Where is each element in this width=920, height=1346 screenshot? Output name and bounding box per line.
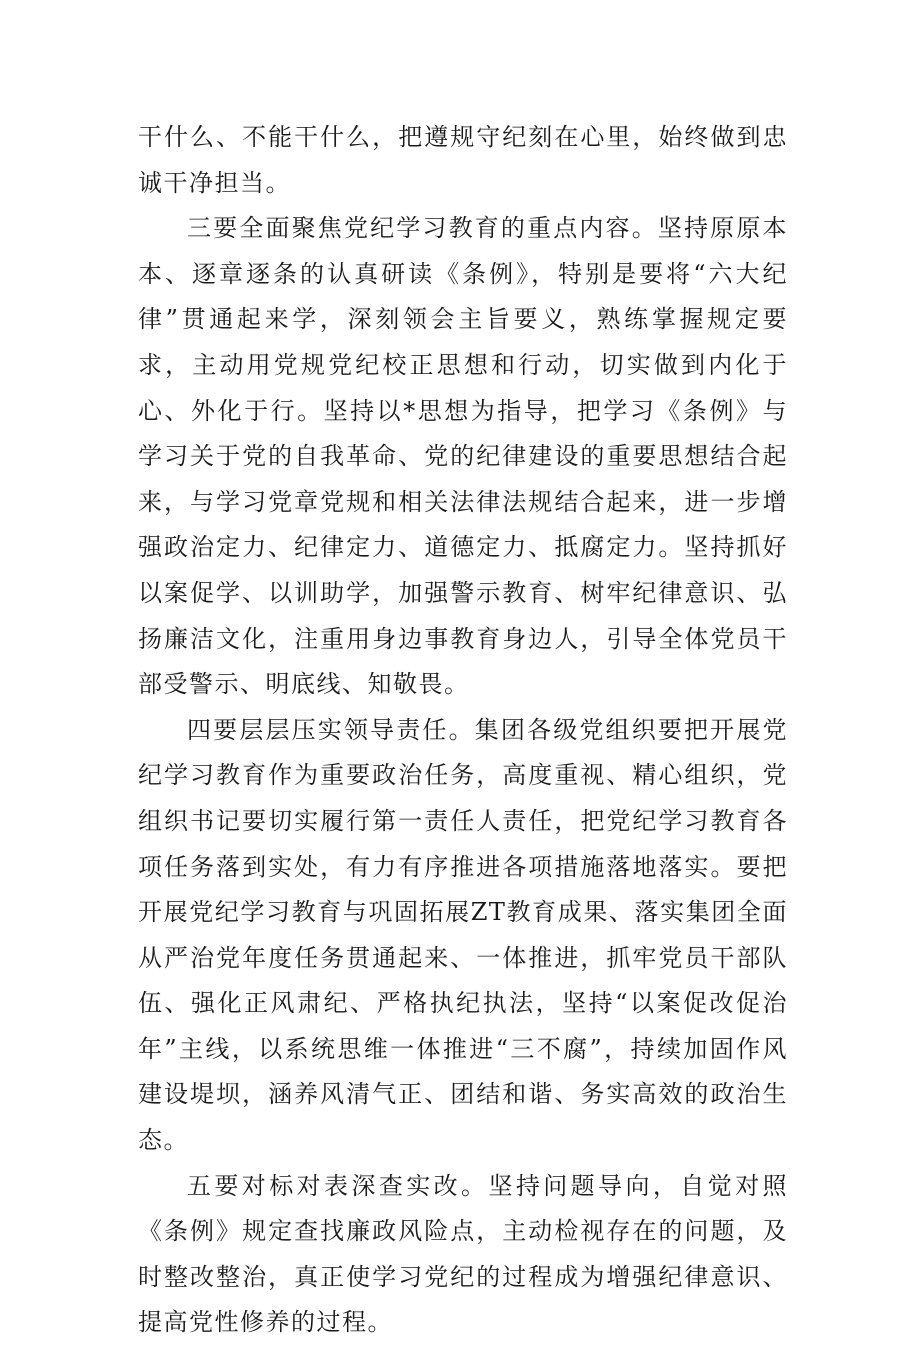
paragraph-continuation: 干什么、不能干什么，把遵规守纪刻在心里，始终做到忠诚干净担当。 — [138, 123, 788, 197]
paragraph-point-five: 五要对标对表深查实改。坚持问题导向，自觉对照《条例》规定查找廉政风险点，主动检视存在的问题，及时整改整治，真正使学习党纪的过程成为增强纪律意识、提高党性修养的过程。 — [138, 1171, 788, 1337]
paragraph-point-four: 四要层层压实领导责任。集团各级党组织要把开展党纪学习教育作为重要政治任务，高度重视、精心组织，党组织书记要切实履行第一责任人责任，把党纪学习教育各项任务落到实处，有力有序推进各项措施落地落实。要把开展党纪学习教育与巩固拓展ZT教育成果、落实集团全面从严治党年度任务贯通起来、一体推进，抓牢党员干部队伍、强化正风肃纪、严格执纪执法，坚持“以案促改促治年”主线，以系统思维一体推进“三不腐”，持续加固作风建设堤坝，涵养风清气正、团结和谐、务实高效的政治生态。 — [138, 715, 788, 1155]
document-body — [138, 115, 788, 1346]
paragraph-point-three: 三要全面聚焦党纪学习教育的重点内容。坚持原原本本、逐章逐条的认真研读《条例》，特别是要将“六大纪律”贯通起来学，深刻领会主旨要义，熟练掌握规定要求，主动用党规党纪校正思想和行动，切实做到内化于心、外化于行。坚持以*思想为指导，把学习《条例》与学习关于党的自我革命、党的纪律建设的重要思想结合起来，与学习党章党规和相关法律法规结合起来，进一步增强政治定力、纪律定力、道德定力、抵腐定力。坚持抓好以案促学、以训助学，加强警示教育、树牢纪律意识、弘扬廉洁文化，注重用身边事教育身边人，引导全体党员干部受警示、明底线、知敬畏。 — [138, 214, 788, 699]
